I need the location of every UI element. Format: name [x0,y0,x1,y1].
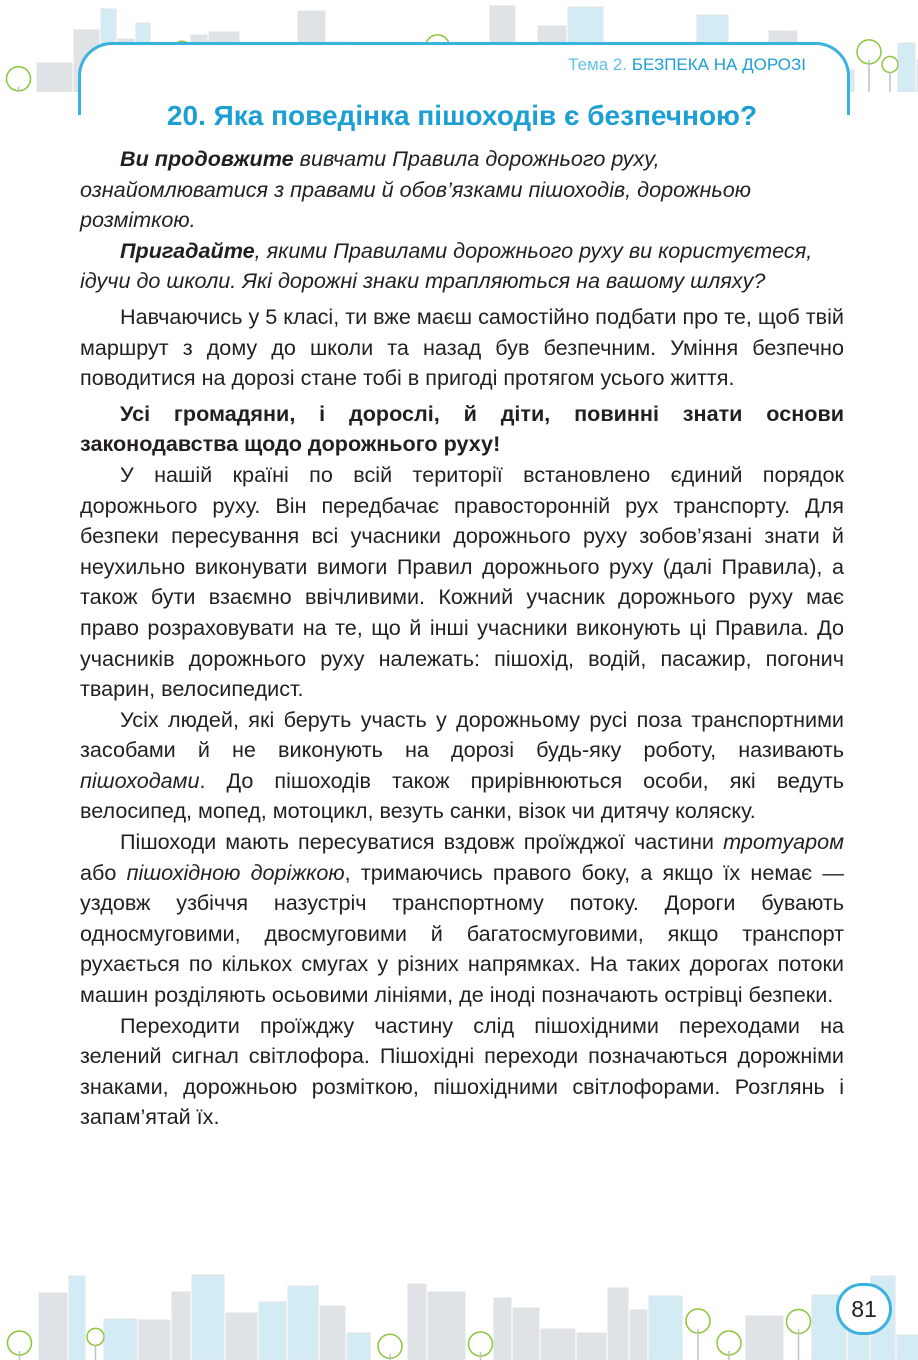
p4-text-b: . До пішоходів також прирівнюються особи, які ведуть велосипед, мопед, мотоцикл, везуть санки, візок чи дитячу коляску. [80,767,844,824]
building-icon [494,1298,511,1360]
building-icon [347,1333,370,1360]
building-icon [541,1329,575,1360]
body-paragraph-1: Навчаючись у 5 класі, ти вже маєш самостійно подбати про те, щоб твій маршрут з дому до школи та назад був безпечним. Уміння безпечно поводитися на дорозі стане тобі в пригоді протягом усього життя. [80,303,844,391]
page-number: 81 [836,1283,892,1335]
building-icon [69,1276,85,1360]
building-icon [513,1308,539,1360]
p5-text-b: або [80,859,127,885]
intro-paragraph-1 [80,144,844,236]
building-icon [428,1292,465,1360]
tree-icon [882,57,898,73]
topic-title: БЕЗПЕКА НА ДОРОЗІ [631,55,806,74]
building-icon [39,1293,67,1360]
tree-icon [87,1328,104,1345]
body-paragraph-5 [80,827,844,1011]
building-icon [139,1320,170,1360]
topic-label: Тема 2. [568,55,628,74]
intro-lead-2: Пригадайте [120,237,255,263]
building-icon [630,1310,647,1360]
lesson-title: 20. Яка поведінка пішоходів є безпечною? [166,100,758,131]
building-icon [649,1296,682,1360]
term-sidewalk: тротуаром [723,829,844,855]
building-icon [577,1333,606,1360]
building-icon [259,1302,286,1360]
building-icon [104,1319,137,1360]
building-icon [746,1316,783,1360]
p5-text-a: Пішоходи мають пересуватися вздовж проїжджої частини [120,829,724,855]
body-paragraph-6: Переходити проїжджу частину слід пішохідними переходами на зелений сигнал світлофора. Пішохідні переходи позначаються дорожніми знаками, дорожньою розміткою, пішохідними світлофорами. Розглянь і запам’ятай їх. [80,1012,844,1130]
city-illustration-bottom [0,1264,918,1360]
building-icon [192,1275,224,1360]
building-icon [37,63,72,92]
topic-header [568,55,806,75]
building-icon [320,1306,345,1360]
p4-text-a: Усіх людей, які беруть участь у дорожньому русі поза транспортними засобами й не виконують на дорозі будь-яку роботу, називають [80,706,844,763]
body-paragraph-3: У нашій країні по всій території встановлено єдиний порядок дорожнього руху. Він передбачає правосторонній рух транспорту. Для безпеки пересування всі учасники дорожнього руху зобов’язані знати й неухильно виконувати вимоги Правил дорожнього руху (далі Правила), а також бути взаємно ввічливими. Кожний учасник дорожнього руху має право розраховувати на те, що й інші учасники виконують ці Правила. До учасників дорожнього руху належать: пішохід, водій, пасажир, погонич тварин, велосипедист. [80,461,844,702]
intro-lead-1: Ви продовжите [120,146,294,171]
intro-text-1: вивчати Правила дорожнього руху, ознайомлюватися з правами й обов’язками пішоходів, дорожньою розміткою. [80,146,751,233]
intro-paragraph-2 [80,236,844,297]
body-paragraph-4 [80,705,844,827]
term-footpath: пішохідною доріжкою [126,859,345,885]
building-icon [408,1284,426,1360]
building-icon [608,1288,628,1360]
body-paragraph-2 [80,399,844,460]
building-icon [898,43,915,92]
building-icon [288,1286,318,1360]
page-content [80,144,844,1133]
building-icon [172,1292,190,1360]
term-pedestrians: пішоходами [80,767,200,793]
building-icon [226,1313,257,1360]
building-icon [897,1335,918,1360]
rule-statement: Усі громадяни, і дорослі, й діти, повинні знати основи законодавства щодо дорожнього руху! [80,400,844,457]
intro-text-2: , якими Правилами дорожнього руху ви користуєтеся, ідучи до школи. Які дорожні знаки трапляються на вашому шляху? [80,237,813,294]
p5-text-c: , тримаючись правого боку, а якщо їх немає — уздовж узбіччя назустріч транспортному потоку. Дороги бувають односмуговими, двосмуговими й багатосмуговими, якщо транспорт рухається по кількох смугах у різних напрямках. На таких дорогах потоки машин розділяють осьовими лініями, де іноді позначають острівці безпеки. [80,859,844,1008]
